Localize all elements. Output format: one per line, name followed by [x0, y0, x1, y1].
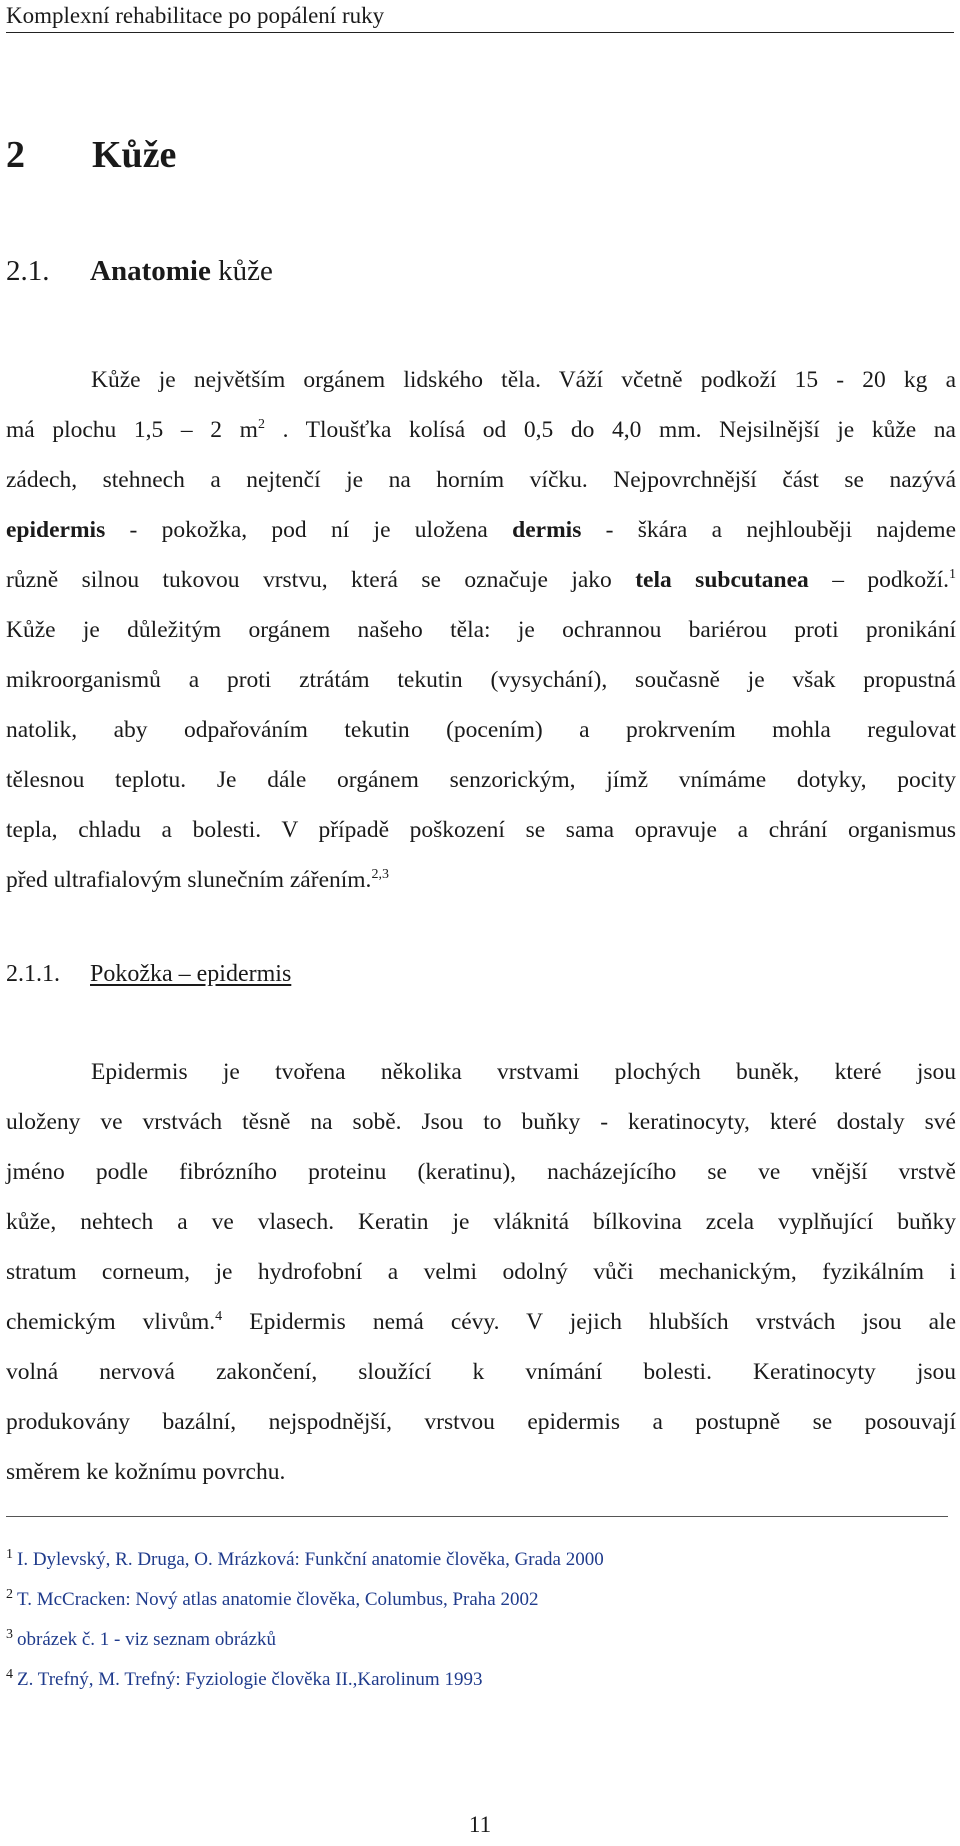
footnote-text: obrázek č. 1 - viz seznam obrázků: [17, 1629, 277, 1650]
chapter-number: 2: [6, 134, 25, 176]
footnote-mark: 2: [6, 1586, 13, 1602]
footnote-item: [6, 1660, 956, 1700]
footnote-ref: 4: [215, 1309, 223, 1325]
subsection-title: Pokožka – epidermis: [90, 961, 292, 987]
paragraph-line: tělesnou teplotu. Je dále orgánem senzorickým, jímž vnímáme dotyky, pocity: [6, 767, 956, 793]
footnote-separator: [6, 1516, 948, 1517]
running-header: Komplexní rehabilitace po popálení ruky: [6, 1, 954, 33]
footnote-mark: 3: [6, 1626, 13, 1642]
footnote-item: [6, 1580, 956, 1620]
paragraph-line: volná nervová zakončení, sloužící k vnímání bolesti. Keratinocyty jsou: [6, 1359, 956, 1385]
footnote-mark: 1: [6, 1546, 13, 1562]
paragraph-line: Kůže je důležitým orgánem našeho těla: je ochrannou bariérou proti pronikání: [6, 617, 956, 643]
paragraph-line: [6, 505, 956, 555]
paragraph-line: Kůže je největším orgánem lidského těla. Váží včetně podkoží 15 - 20 kg a: [91, 367, 956, 393]
chapter-heading: [6, 133, 176, 177]
chapter-title: Kůže: [92, 134, 177, 176]
line-text: Epidermis nemá cévy. V jejich hlubších vrstvách jsou ale: [222, 1309, 956, 1335]
term-tela-subcutanea: tela subcutanea: [635, 567, 809, 593]
line-text: různě silnou tukovou vrstvu, která se označuje jako: [6, 567, 636, 593]
footnote-text: I. Dylevský, R. Druga, O. Mrázková: Funkční anatomie člověka, Grada 2000: [17, 1549, 604, 1570]
paragraph-skin-anatomy: [6, 355, 956, 905]
footnote-ref: 1: [949, 567, 956, 583]
paragraph-line: zádech, stehnech a nejtenčí je na horním víčku. Nejpovrchnější část se nazývá: [6, 467, 956, 493]
footnote-ref: 2,3: [371, 867, 389, 883]
paragraph-epidermis: [6, 1047, 956, 1497]
footnote-mark: 4: [6, 1666, 13, 1682]
footnote-text: T. McCracken: Nový atlas anatomie člověka, Columbus, Praha 2002: [17, 1589, 539, 1610]
footnote-item: [6, 1620, 956, 1660]
paragraph-line: [6, 555, 956, 605]
line-text: – podkoží.: [808, 567, 949, 593]
subsection-number: 2.1.1.: [6, 961, 60, 987]
paragraph-line: uloženy ve vrstvách těsně na sobě. Jsou to buňky - keratinocyty, které dostaly své: [6, 1109, 956, 1135]
subsection-heading: [6, 958, 291, 990]
section-title-bold: Anatomie: [90, 255, 211, 287]
paragraph-line: Epidermis je tvořena několika vrstvami plochých buněk, které jsou: [91, 1059, 956, 1085]
line-text: před ultrafialovým slunečním zářením.: [6, 867, 372, 893]
paragraph-line: stratum corneum, je hydrofobní a velmi odolný vůči mechanickým, fyzikálním i: [6, 1259, 956, 1285]
paragraph-line: [6, 405, 956, 455]
footnotes: [6, 1540, 956, 1700]
footnote-text: Z. Trefný, M. Trefný: Fyziologie člověka II.,Karolinum 1993: [17, 1669, 483, 1690]
paragraph-line: směrem ke kožnímu povrchu.: [6, 1459, 286, 1485]
paragraph-line: mikroorganismů a proti ztrátám tekutin (vysychání), současně je však propustná: [6, 667, 956, 693]
paragraph-line: [6, 855, 956, 905]
line-text: má plochu 1,5 – 2 m: [6, 417, 258, 443]
paragraph-line: tepla, chladu a bolesti. V případě poškození se sama opravuje a chrání organismus: [6, 817, 956, 843]
paragraph-line: jméno podle fibrózního proteinu (keratinu), nacházejícího se ve vnější vrstvě: [6, 1159, 956, 1185]
footnote-item: [6, 1540, 956, 1580]
line-text: . Tloušťka kolísá od 0,5 do 4,0 mm. Nejsilnější je kůže na: [264, 417, 956, 443]
paragraph-line: produkovány bazální, nejspodnější, vrstvou epidermis a postupně se posouvají: [6, 1409, 956, 1435]
paragraph-line: [6, 1297, 956, 1347]
paragraph-line: kůže, nehtech a ve vlasech. Keratin je vláknitá bílkovina zcela vyplňující buňky: [6, 1209, 956, 1235]
line-text: - škára a nejhlouběji najdeme: [581, 517, 957, 543]
page-number: 11: [468, 1812, 492, 1837]
superscript: 2: [257, 417, 265, 433]
term-dermis: dermis: [512, 517, 582, 543]
section-heading: [6, 253, 273, 289]
line-text: - pokožka, pod ní je uložena: [105, 517, 513, 543]
term-epidermis: epidermis: [6, 517, 106, 543]
paragraph-line: natolik, aby odpařováním tekutin (pocením) a prokrvením mohla regulovat: [6, 717, 956, 743]
section-title-rest: kůže: [210, 255, 273, 287]
section-number: 2.1.: [6, 255, 50, 287]
line-text: chemickým vlivům.: [6, 1309, 216, 1335]
